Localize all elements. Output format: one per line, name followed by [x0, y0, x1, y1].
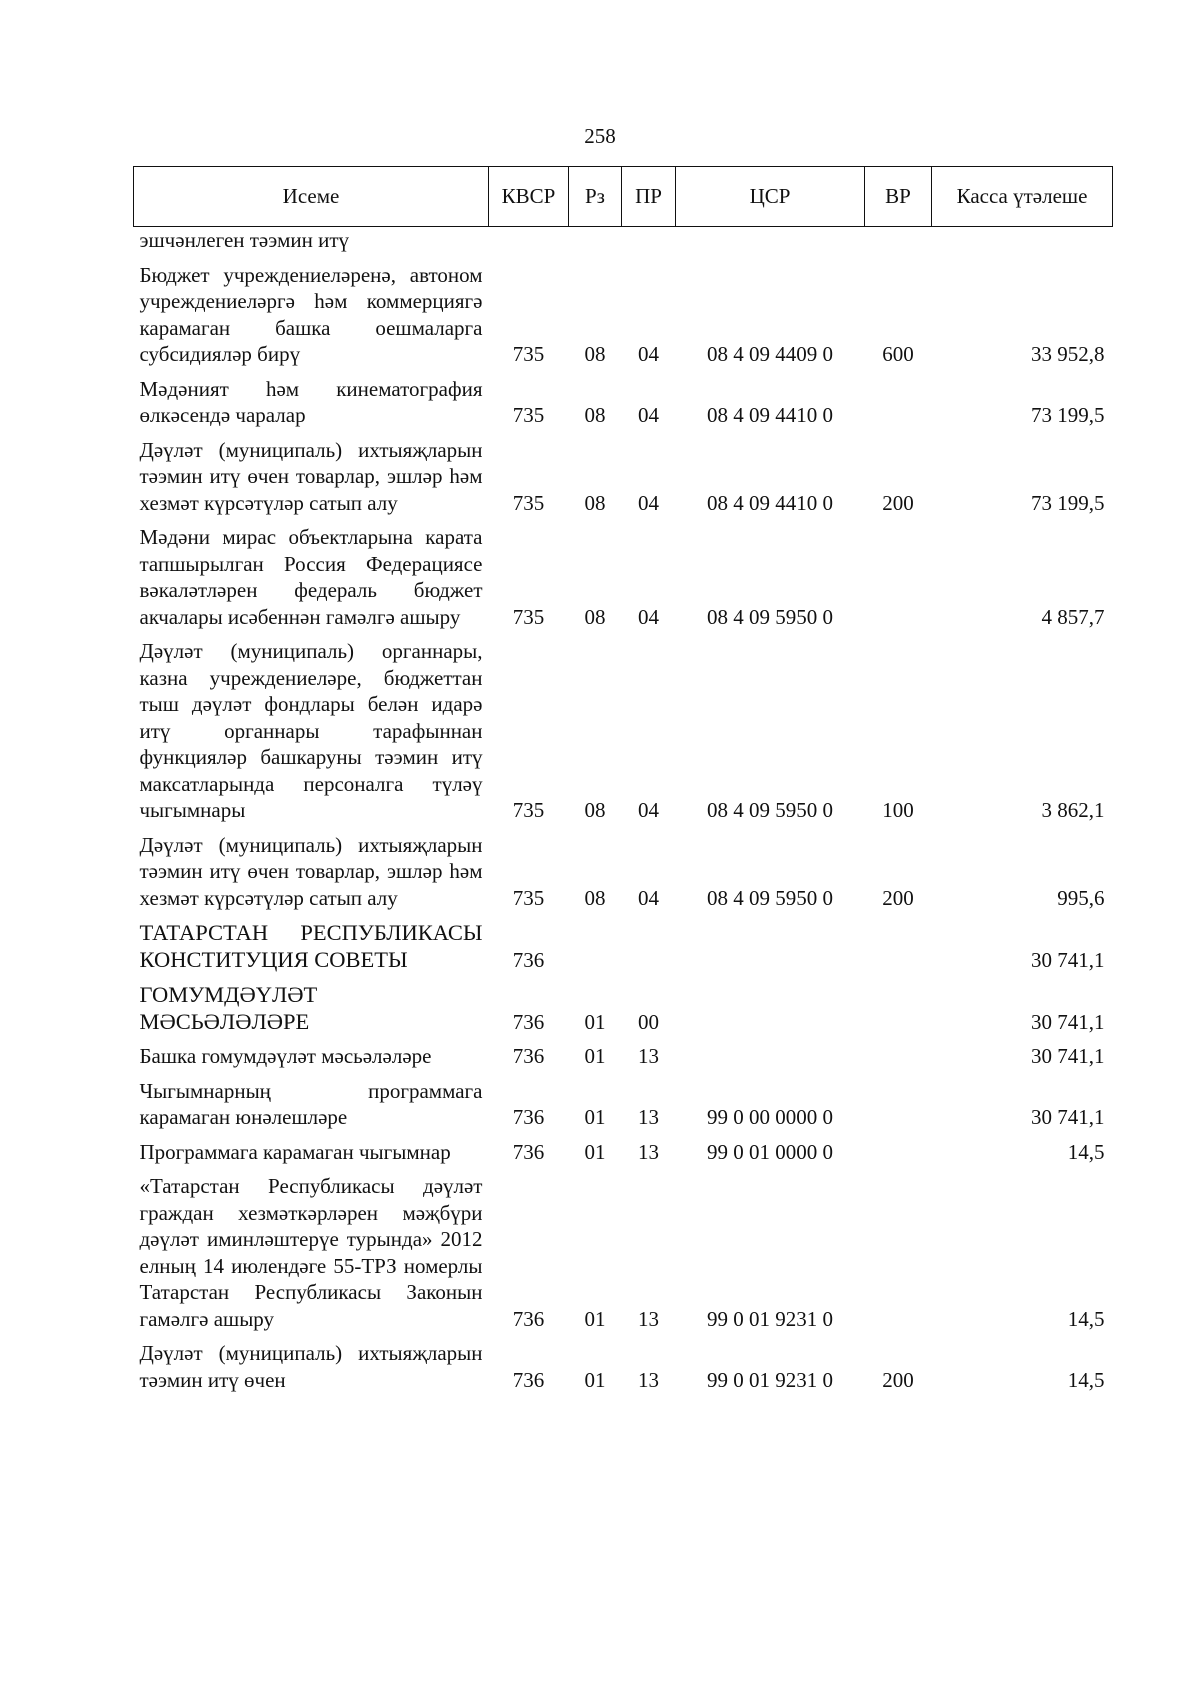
cell-name: ГОМУМДӘҮЛӘТ МӘСЬӘЛӘЛӘРЕ	[139, 982, 318, 1034]
cell-pr: 04	[638, 490, 659, 515]
cell-sum	[932, 227, 1113, 254]
cell-sum: 30 741,1	[1031, 947, 1105, 972]
cell-vr: 200	[882, 490, 914, 515]
cell-pr: 04	[638, 403, 659, 427]
cell-vr	[865, 227, 932, 254]
cell-name: Программага карамаган чыгымнар	[139, 1139, 451, 1164]
page-number: 258	[584, 124, 616, 148]
table-row	[134, 824, 1113, 912]
table-row	[134, 429, 1113, 517]
cell-kvsr: 735	[512, 604, 545, 629]
budget-table	[133, 166, 1112, 1393]
cell-name: Бюджет учреждениеләренә, автоном учреждениеләргә һәм коммерциягә карамаган башка оешмаларга субсидияләр бирү	[139, 262, 483, 366]
cell-name: ТАТАРСТАН РЕСПУБЛИКАСЫ КОНСТИТУЦИЯ СОВЕТЫ	[139, 920, 483, 972]
cell-kvsr: 736	[512, 1044, 545, 1068]
cell-csr: 08 4 09 4409 0	[707, 342, 833, 366]
cell-name: Дәүләт (муниципаль) органнары, казна учреждениеләре, бюджеттан тыш дәүләт фондлары белән идарә итү органнары тарафыннан функцияләр башкаруны тәэмин итү максатларында персоналга түләү чыгымнары	[139, 639, 483, 822]
cell-pr: 04	[638, 342, 659, 366]
table-row	[134, 1070, 1113, 1131]
cell-vr: 200	[882, 885, 914, 910]
cell-csr: 99 0 01 9231 0	[707, 1306, 833, 1331]
cell-rz: 01	[584, 1009, 606, 1034]
cell-sum: 3 862,1	[1041, 798, 1105, 822]
cell-sum: 4 857,7	[1041, 604, 1105, 629]
cell-kvsr: 736	[512, 1009, 545, 1034]
cell-csr	[676, 227, 865, 254]
cell-rz: 01	[584, 1139, 606, 1164]
table-row	[134, 911, 1113, 973]
header-kvsr: КВСР	[489, 167, 569, 227]
table-row	[134, 368, 1113, 429]
cell-vr	[865, 516, 932, 630]
cell-sum: 14,5	[1067, 1306, 1105, 1331]
table-header-row	[134, 167, 1113, 227]
cell-csr: 08 4 09 4410 0	[707, 490, 833, 515]
cell-rz: 08	[584, 403, 606, 427]
cell-kvsr: 736	[512, 1367, 545, 1392]
cell-rz: 01	[584, 1306, 606, 1331]
cell-rz: 08	[584, 604, 606, 629]
cell-rz: 01	[584, 1044, 606, 1068]
cell-name: Башка гомумдәүләт мәсьәләләре	[139, 1044, 432, 1068]
header-name: Исеме	[134, 167, 489, 227]
cell-vr: 200	[882, 1367, 914, 1392]
cell-pr: 04	[638, 885, 659, 910]
cell-sum: 73 199,5	[1031, 403, 1105, 427]
table-row	[134, 516, 1113, 630]
table-row	[134, 1035, 1113, 1070]
cell-pr: 04	[638, 798, 659, 822]
header-csr: ЦСР	[676, 167, 865, 227]
cell-name: эшчәнлеген тәэмин итү	[139, 228, 350, 252]
cell-rz: 01	[584, 1105, 606, 1129]
cell-vr	[865, 1035, 932, 1070]
cell-pr: 13	[638, 1044, 659, 1068]
cell-name: «Татарстан Республикасы дәүләт граждан хезмәткәрләрен мәҗбүри дәүләт иминләштерүе турында» 2012 елның 14 июлендәге 55-ТРЗ номерлы Татарстан Республикасы Законын гамәлгә ашыру	[139, 1174, 483, 1331]
cell-sum: 14,5	[1067, 1139, 1105, 1164]
cell-csr: 08 4 09 4410 0	[707, 403, 833, 427]
cell-csr: 08 4 09 5950 0	[707, 885, 833, 910]
table-row	[134, 973, 1113, 1035]
cell-sum: 14,5	[1067, 1367, 1105, 1392]
cell-vr	[865, 911, 932, 973]
cell-sum: 33 952,8	[1031, 342, 1105, 366]
cell-name: Мәдәният һәм кинематография өлкәсендә чаралар	[139, 376, 483, 427]
cell-rz: 08	[584, 798, 606, 822]
cell-csr	[676, 973, 865, 1035]
cell-kvsr: 735	[512, 885, 545, 910]
cell-name: Дәүләт (муниципаль) ихтыяҗларын тәэмин итү өчен товарлар, эшләр һәм хезмәт күрсәтүләр сатып алу	[139, 437, 483, 515]
cell-kvsr: 735	[512, 403, 545, 427]
cell-kvsr: 736	[512, 1306, 545, 1331]
cell-pr: 13	[638, 1105, 659, 1129]
header-vr: ВР	[865, 167, 932, 227]
cell-pr: 13	[638, 1367, 659, 1392]
cell-rz: 08	[584, 490, 606, 515]
cell-pr: 00	[638, 1009, 659, 1034]
cell-pr: 04	[638, 604, 659, 629]
cell-kvsr: 736	[512, 1105, 545, 1129]
cell-kvsr: 736	[512, 947, 545, 972]
cell-rz	[569, 227, 622, 254]
cell-kvsr: 735	[512, 798, 545, 822]
cell-pr: 13	[638, 1306, 659, 1331]
cell-vr	[865, 368, 932, 429]
table-row	[134, 227, 1113, 254]
cell-vr	[865, 973, 932, 1035]
header-rz: Рз	[569, 167, 622, 227]
cell-name: Дәүләт (муниципаль) ихтыяҗларын тәэмин итү өчен	[139, 1341, 483, 1392]
cell-vr	[865, 1070, 932, 1131]
cell-vr	[865, 1165, 932, 1332]
cell-csr: 08 4 09 5950 0	[707, 604, 833, 629]
cell-name: Чыгымнарның программага карамаган юнәлешләре	[139, 1078, 483, 1129]
table-row	[134, 1332, 1113, 1393]
cell-sum: 73 199,5	[1031, 490, 1105, 515]
header-sum: Касса үтәлеше	[932, 167, 1113, 227]
cell-csr	[676, 911, 865, 973]
cell-csr: 08 4 09 5950 0	[707, 798, 833, 822]
cell-rz: 01	[584, 1367, 606, 1392]
cell-pr	[622, 227, 676, 254]
table-row	[134, 630, 1113, 824]
cell-csr	[676, 1035, 865, 1070]
cell-kvsr: 735	[512, 342, 545, 366]
cell-kvsr	[489, 227, 569, 254]
cell-name: Мәдәни мирас объектларына карата тапшырылган Россия Федерациясе вәкаләтләрен федераль бюджет акчалары исәбеннән гамәлгә ашыру	[139, 525, 483, 629]
cell-csr: 99 0 01 0000 0	[707, 1139, 833, 1164]
cell-kvsr: 735	[512, 490, 545, 515]
cell-kvsr: 736	[512, 1139, 545, 1164]
cell-pr: 13	[638, 1139, 659, 1164]
cell-csr: 99 0 01 9231 0	[707, 1367, 833, 1392]
table-row	[134, 254, 1113, 368]
cell-sum: 30 741,1	[1031, 1009, 1105, 1034]
cell-vr	[865, 1131, 932, 1166]
cell-sum: 30 741,1	[1031, 1044, 1105, 1068]
cell-rz: 08	[584, 885, 606, 910]
cell-pr	[622, 911, 676, 973]
cell-sum: 30 741,1	[1031, 1105, 1105, 1129]
cell-csr: 99 0 00 0000 0	[707, 1105, 833, 1129]
cell-vr: 600	[882, 342, 914, 366]
cell-rz	[569, 911, 622, 973]
cell-vr: 100	[882, 798, 914, 822]
cell-name: Дәүләт (муниципаль) ихтыяҗларын тәэмин итү өчен товарлар, эшләр һәм хезмәт күрсәтүләр сатып алу	[139, 832, 483, 910]
cell-rz: 08	[584, 342, 606, 366]
header-pr: ПР	[622, 167, 676, 227]
table-row	[134, 1165, 1113, 1332]
table-row	[134, 1131, 1113, 1166]
cell-sum: 995,6	[1057, 885, 1105, 910]
